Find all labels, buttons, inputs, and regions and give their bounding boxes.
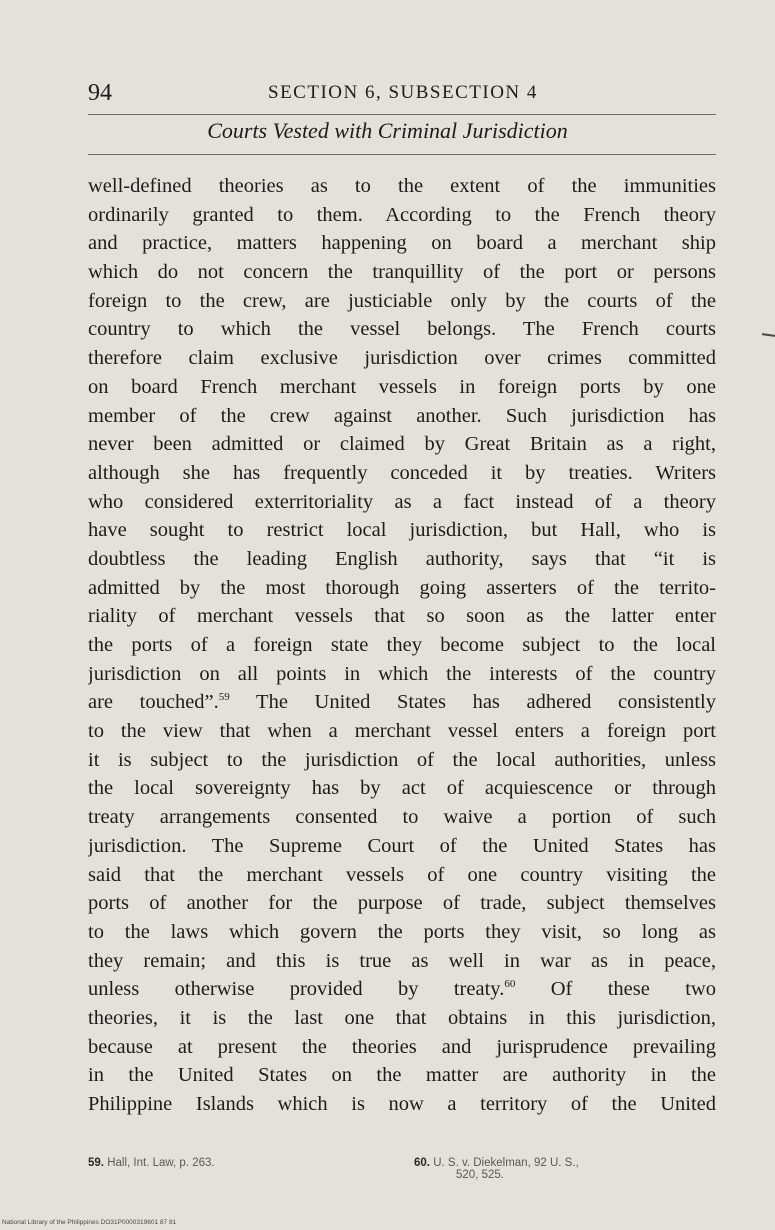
header-rule-top	[88, 114, 716, 115]
text-run: to the view that when a merchant vessel enters a foreign port	[88, 720, 716, 743]
footnote-ref: 60	[504, 978, 516, 991]
text-run: country to which the vessel belongs. The French courts	[88, 318, 716, 341]
text-run: the local sovereignty has by act of acquiescence or through	[88, 777, 716, 800]
footnote-60	[414, 1157, 579, 1181]
text-line	[88, 889, 716, 918]
text-line	[88, 430, 716, 459]
text-line	[88, 746, 716, 775]
text-run: the ports of a foreign state they become subject to the local	[88, 634, 716, 656]
text-run: they remain; and this is true as well in war as in peace,	[88, 949, 716, 972]
footnote-label: 60.	[414, 1157, 430, 1169]
text-line	[88, 344, 716, 373]
text-line	[88, 1090, 716, 1119]
text-run: have sought to restrict local jurisdiction, but Hall, who is	[88, 519, 716, 542]
header-rule-bottom	[88, 154, 716, 155]
text-run: unless otherwise provided by treaty.	[88, 978, 505, 1001]
text-run: foreign to the crew, are justiciable only by the courts of the	[88, 289, 716, 312]
text-line	[88, 861, 716, 890]
library-credit: National Library of the Philippines DO31P0000319601 87 81	[2, 1219, 177, 1226]
text-run: well-defined theories as to the extent of the immunities	[88, 175, 716, 197]
text-line	[88, 201, 716, 230]
text-run: doubtless the leading English authority, says that “it is	[88, 547, 716, 570]
text-line	[88, 1004, 716, 1033]
text-line	[88, 602, 716, 631]
text-run: because at present the theories and jurisprudence prevailing	[88, 1035, 716, 1058]
text-line	[88, 975, 716, 1004]
text-line	[88, 315, 716, 344]
body-text	[88, 172, 716, 1119]
text-run: never been admitted or claimed by Great Britain as a right,	[88, 433, 716, 456]
text-line	[88, 229, 716, 258]
text-line	[88, 631, 716, 660]
text-run: Of these two	[515, 978, 716, 1001]
text-run: are touched”.	[88, 691, 219, 714]
text-line	[88, 172, 716, 201]
text-line	[88, 459, 716, 488]
text-run: treaty arrangements consented to waive a portion of such	[88, 806, 716, 829]
text-run: jurisdiction. The Supreme Court of the United States has	[88, 834, 716, 857]
text-run: although she has frequently conceded it by treaties. Writers	[88, 461, 716, 484]
text-run: member of the crew against another. Such jurisdiction has	[88, 404, 716, 427]
footnote-text: U. S. v. Diekelman, 92 U. S.,	[433, 1157, 579, 1169]
text-run: ordinarily granted to them. According to the French theory	[88, 203, 716, 226]
text-line	[88, 545, 716, 574]
text-line	[88, 402, 716, 431]
footnote-label: 59.	[88, 1157, 104, 1169]
text-line	[88, 803, 716, 832]
text-run: in the United States on the matter are authority in the	[88, 1064, 716, 1087]
text-run: to the laws which govern the ports they visit, so long as	[88, 920, 716, 943]
text-line	[88, 918, 716, 947]
page-number: 94	[88, 80, 112, 106]
text-line	[88, 774, 716, 803]
text-line	[88, 1033, 716, 1062]
text-line	[88, 373, 716, 402]
text-run: theories, it is the last one that obtains in this jurisdiction,	[88, 1006, 716, 1029]
text-line	[88, 516, 716, 545]
text-run: which do not concern the tranquillity of the port or persons	[88, 261, 716, 284]
text-line	[88, 717, 716, 746]
text-run: who considered exterritoriality as a fact instead of a theory	[88, 490, 716, 513]
text-run: riality of merchant vessels that so soon as the latter enter	[88, 605, 716, 628]
text-line	[88, 660, 716, 689]
footnote-text-continued: 520, 525.	[456, 1169, 504, 1181]
section-title: Courts Vested with Criminal Jurisdiction	[207, 118, 568, 143]
footnote-text: Hall, Int. Law, p. 263.	[107, 1157, 215, 1169]
text-run: jurisdiction on all points in which the interests of the country	[88, 662, 716, 685]
text-line	[88, 258, 716, 287]
text-line	[88, 574, 716, 603]
text-run: admitted by the most thorough going asserters of the territo-	[88, 576, 716, 599]
text-line	[88, 287, 716, 316]
text-run: The United States has adhered consistently	[229, 691, 716, 714]
text-run: and practice, matters happening on board a merchant ship	[88, 232, 716, 255]
running-head: SECTION 6, SUBSECTION 4	[268, 82, 538, 103]
margin-mark	[762, 333, 775, 337]
text-run: ports of another for the purpose of trade, subject themselves	[88, 892, 716, 915]
footnote-59	[88, 1157, 215, 1169]
text-run: Philippine Islands which is now a territory of the United	[88, 1093, 716, 1115]
text-run: on board French merchant vessels in foreign ports by one	[88, 375, 716, 398]
text-line	[88, 832, 716, 861]
text-run: said that the merchant vessels of one country visiting the	[88, 863, 716, 886]
text-run: it is subject to the jurisdiction of the local authorities, unless	[88, 748, 716, 771]
footnote-ref: 59	[218, 691, 230, 704]
text-line	[88, 947, 716, 976]
text-run: therefore claim exclusive jurisdiction over crimes committed	[88, 347, 716, 370]
text-line	[88, 1061, 716, 1090]
text-line	[88, 688, 716, 717]
text-line	[88, 488, 716, 517]
